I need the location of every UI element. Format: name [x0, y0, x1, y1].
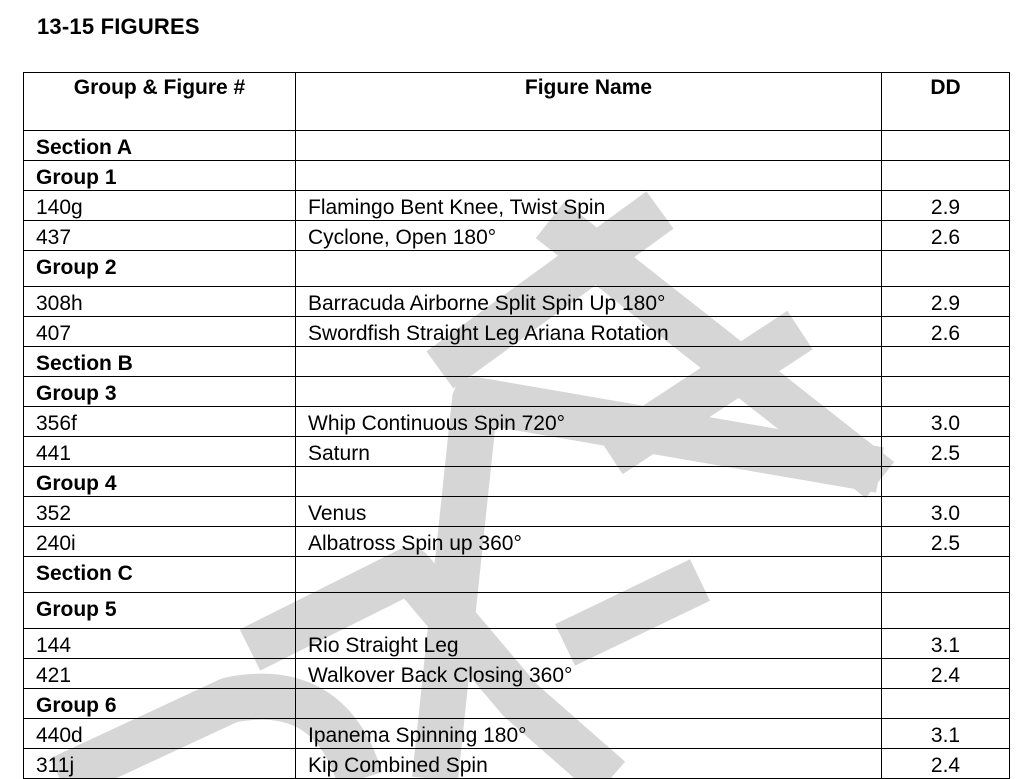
table-heading-row — [24, 557, 1010, 593]
group-figure-cell: 437 — [24, 221, 296, 251]
group-figure-cell: 356f — [24, 407, 296, 437]
group-figure-cell: Group 6 — [24, 689, 296, 719]
group-figure-cell: Group 2 — [24, 251, 296, 287]
figure-name-cell: Venus — [296, 497, 882, 527]
figure-name-cell — [296, 251, 882, 287]
table-row — [24, 221, 1010, 251]
table-body — [24, 131, 1010, 779]
group-figure-cell: 407 — [24, 317, 296, 347]
table-row — [24, 719, 1010, 749]
dd-cell — [882, 377, 1010, 407]
group-figure-cell: 311j — [24, 749, 296, 779]
group-figure-cell: 140g — [24, 191, 296, 221]
dd-cell: 2.4 — [882, 659, 1010, 689]
dd-cell — [882, 467, 1010, 497]
group-figure-cell: Group 5 — [24, 593, 296, 629]
group-figure-cell: 352 — [24, 497, 296, 527]
table-header-row — [24, 73, 1010, 131]
figure-name-cell — [296, 161, 882, 191]
table-heading-row — [24, 131, 1010, 161]
figure-name-cell — [296, 377, 882, 407]
table-row — [24, 527, 1010, 557]
table-heading-row — [24, 689, 1010, 719]
header-dd: DD — [882, 73, 1010, 131]
page-title: 13-15 FIGURES — [37, 14, 200, 39]
table-row — [24, 437, 1010, 467]
figure-name-cell — [296, 467, 882, 497]
figure-name-cell: Walkover Back Closing 360° — [296, 659, 882, 689]
dd-cell: 2.4 — [882, 749, 1010, 779]
dd-cell — [882, 347, 1010, 377]
dd-cell — [882, 131, 1010, 161]
group-figure-cell: 441 — [24, 437, 296, 467]
table-heading-row — [24, 251, 1010, 287]
table-heading-row — [24, 593, 1010, 629]
group-figure-cell: 308h — [24, 287, 296, 317]
dd-cell: 3.1 — [882, 629, 1010, 659]
figure-name-cell: Kip Combined Spin — [296, 749, 882, 779]
figure-name-cell: Saturn — [296, 437, 882, 467]
dd-cell: 2.6 — [882, 317, 1010, 347]
table-row — [24, 287, 1010, 317]
figure-name-cell: Rio Straight Leg — [296, 629, 882, 659]
figure-name-cell: Barracuda Airborne Split Spin Up 180° — [296, 287, 882, 317]
dd-cell: 3.0 — [882, 407, 1010, 437]
figure-name-cell: Ipanema Spinning 180° — [296, 719, 882, 749]
dd-cell — [882, 689, 1010, 719]
table-heading-row — [24, 377, 1010, 407]
figure-name-cell — [296, 689, 882, 719]
group-figure-cell: 440d — [24, 719, 296, 749]
table-row — [24, 407, 1010, 437]
dd-cell: 3.0 — [882, 497, 1010, 527]
table-heading-row — [24, 347, 1010, 377]
header-group-figure: Group & Figure # — [24, 73, 296, 131]
figure-name-cell — [296, 131, 882, 161]
dd-cell — [882, 593, 1010, 629]
figure-name-cell: Cyclone, Open 180° — [296, 221, 882, 251]
group-figure-cell: 421 — [24, 659, 296, 689]
figure-name-cell: Flamingo Bent Knee, Twist Spin — [296, 191, 882, 221]
table-row — [24, 659, 1010, 689]
figures-table — [23, 72, 1010, 779]
figure-name-cell: Swordfish Straight Leg Ariana Rotation — [296, 317, 882, 347]
dd-cell — [882, 161, 1010, 191]
table-row — [24, 749, 1010, 779]
dd-cell: 2.9 — [882, 287, 1010, 317]
group-figure-cell: Section C — [24, 557, 296, 593]
group-figure-cell: 240i — [24, 527, 296, 557]
dd-cell: 2.6 — [882, 221, 1010, 251]
figure-name-cell: Whip Continuous Spin 720° — [296, 407, 882, 437]
figure-name-cell: Albatross Spin up 360° — [296, 527, 882, 557]
table-row — [24, 629, 1010, 659]
dd-cell: 3.1 — [882, 719, 1010, 749]
table-row — [24, 497, 1010, 527]
dd-cell: 2.9 — [882, 191, 1010, 221]
figure-name-cell — [296, 593, 882, 629]
dd-cell — [882, 251, 1010, 287]
group-figure-cell: Section A — [24, 131, 296, 161]
group-figure-cell: Group 3 — [24, 377, 296, 407]
group-figure-cell: 144 — [24, 629, 296, 659]
dd-cell — [882, 557, 1010, 593]
table-row — [24, 191, 1010, 221]
table-row — [24, 317, 1010, 347]
group-figure-cell: Group 1 — [24, 161, 296, 191]
dd-cell: 2.5 — [882, 437, 1010, 467]
table-heading-row — [24, 467, 1010, 497]
group-figure-cell: Section B — [24, 347, 296, 377]
figure-name-cell — [296, 347, 882, 377]
header-figure-name: Figure Name — [296, 73, 882, 131]
figure-name-cell — [296, 557, 882, 593]
dd-cell: 2.5 — [882, 527, 1010, 557]
group-figure-cell: Group 4 — [24, 467, 296, 497]
table-heading-row — [24, 161, 1010, 191]
